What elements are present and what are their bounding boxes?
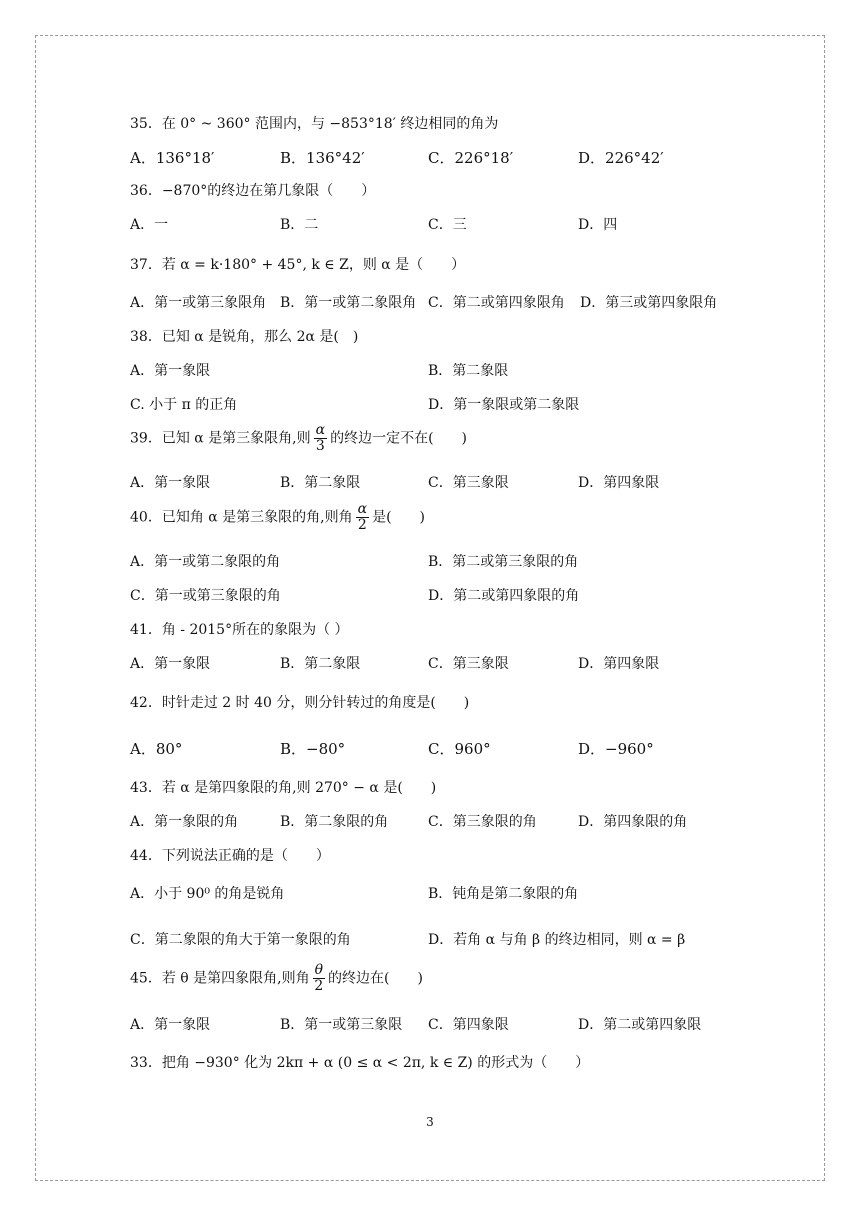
question-stem: 33．把角 −930° 化为 2kπ + α (0 ≤ α < 2π, k ∈ Z) 的形式为（ ）: [130, 1055, 590, 1071]
question-43: [130, 777, 436, 797]
option-d: D．第一象限或第二象限: [428, 397, 580, 413]
option-d: D．第四象限: [578, 656, 660, 672]
option-c: C．第三象限: [428, 475, 509, 491]
question-stem: 38．已知 α 是锐角，那么 2α 是( ): [130, 329, 359, 345]
question-40: [130, 502, 425, 533]
option-d: D．若角 α 与角 β 的终边相同，则 α = β: [428, 932, 686, 948]
option-a: A．第一或第三象限角: [130, 295, 267, 311]
question-stem: 44．下列说法正确的是（ ）: [130, 848, 330, 864]
question-42: [130, 692, 469, 712]
option-b: B．第二或第三象限的角: [428, 554, 579, 570]
option-b: B．第一或第二象限角: [280, 295, 417, 311]
fraction-denominator: 3: [315, 438, 325, 454]
option-c: C．第二象限的角大于第一象限的角: [130, 932, 351, 948]
fraction-numerator: θ: [314, 962, 324, 978]
question-stem: 37．若 α = k·180° + 45°, k ∈ Z，则 α 是（ ）: [130, 257, 466, 273]
option-a: A．136°18′: [130, 149, 215, 167]
option-c: C．第二或第四象限角: [428, 295, 565, 311]
option-b: B．二: [280, 217, 319, 233]
question-45: [130, 963, 423, 994]
option-c: C．第一或第三象限的角: [130, 588, 281, 604]
question-38: [130, 326, 358, 346]
question-stem-pre: 45．若 θ 是第四象限角,则角: [130, 970, 310, 987]
fraction-numerator: α: [315, 422, 326, 438]
fraction: [314, 423, 327, 454]
question-stem: 41．角 - 2015°所在的象限为（ ）: [130, 622, 349, 638]
option-d: D．第二或第四象限的角: [428, 588, 580, 604]
option-a: A．一: [130, 217, 169, 233]
question-41: [130, 619, 349, 639]
option-d: D．第四象限: [578, 475, 660, 491]
fraction-numerator: α: [357, 501, 368, 517]
question-39: [130, 423, 467, 454]
option-b: B．钝角是第二象限的角: [428, 886, 579, 902]
question-stem: 42．时针走过 2 时 40 分，则分针转过的角度是( ): [130, 695, 470, 711]
option-a: A．第一象限的角: [130, 814, 239, 830]
option-c: C．226°18′: [428, 149, 514, 167]
question-stem-post: 的终边在( ): [328, 970, 423, 987]
question-stem-pre: 39．已知 α 是第三象限角,则: [130, 430, 311, 447]
option-a: A．第一或第二象限的角: [130, 554, 281, 570]
question-stem-post: 是( ): [372, 509, 426, 526]
option-c: C．960°: [428, 740, 491, 758]
question-stem-post: 的终边一定不在( ): [330, 430, 468, 447]
option-d: D．四: [578, 217, 618, 233]
option-d: D．第二或第四象限: [578, 1017, 702, 1033]
page-number: 3: [426, 1115, 434, 1129]
option-c: C．三: [428, 217, 467, 233]
question-33: [130, 1052, 589, 1072]
option-b: B．第二象限: [280, 475, 361, 491]
fraction-denominator: 2: [314, 978, 324, 994]
option-d: D．第三或第四象限角: [580, 295, 718, 311]
option-d: D．−960°: [578, 740, 654, 758]
option-b: B．第二象限: [280, 656, 361, 672]
question-37: [130, 254, 465, 274]
question-stem-pre: 40．已知角 α 是第三象限的角,则角: [130, 509, 353, 526]
question-stem: 43．若 α 是第四象限的角,则 270° − α 是( ): [130, 780, 437, 796]
option-b: B．第一或第三象限: [280, 1017, 403, 1033]
option-c: C．第四象限: [428, 1017, 509, 1033]
fraction-denominator: 2: [357, 517, 367, 533]
fraction: [313, 963, 325, 994]
option-b: B．第二象限: [428, 363, 509, 379]
option-c: C．第三象限: [428, 656, 509, 672]
option-a: A．第一象限: [130, 656, 211, 672]
question-44: [130, 845, 330, 865]
page-border: [35, 35, 825, 1181]
option-c: C. 小于 π 的正角: [130, 397, 238, 413]
option-a: A．小于 90⁰ 的角是锐角: [130, 886, 285, 902]
option-a: A．第一象限: [130, 363, 211, 379]
option-c: C．第三象限的角: [428, 814, 537, 830]
option-b: B．−80°: [280, 740, 346, 758]
option-a: A．第一象限: [130, 475, 211, 491]
option-a: A．80°: [130, 740, 183, 758]
question-36: [130, 180, 375, 200]
question-stem: 36．−870°的终边在第几象限（ ）: [130, 183, 376, 199]
fraction: [356, 502, 369, 533]
option-b: B．136°42′: [280, 149, 365, 167]
option-a: A．第一象限: [130, 1017, 211, 1033]
option-b: B．第二象限的角: [280, 814, 389, 830]
option-d: D．226°42′: [578, 149, 664, 167]
question-stem: 35．在 0° ~ 360° 范围内，与 −853°18′ 终边相同的角为: [130, 116, 499, 132]
option-d: D．第四象限的角: [578, 814, 688, 830]
question-35: [130, 113, 498, 133]
